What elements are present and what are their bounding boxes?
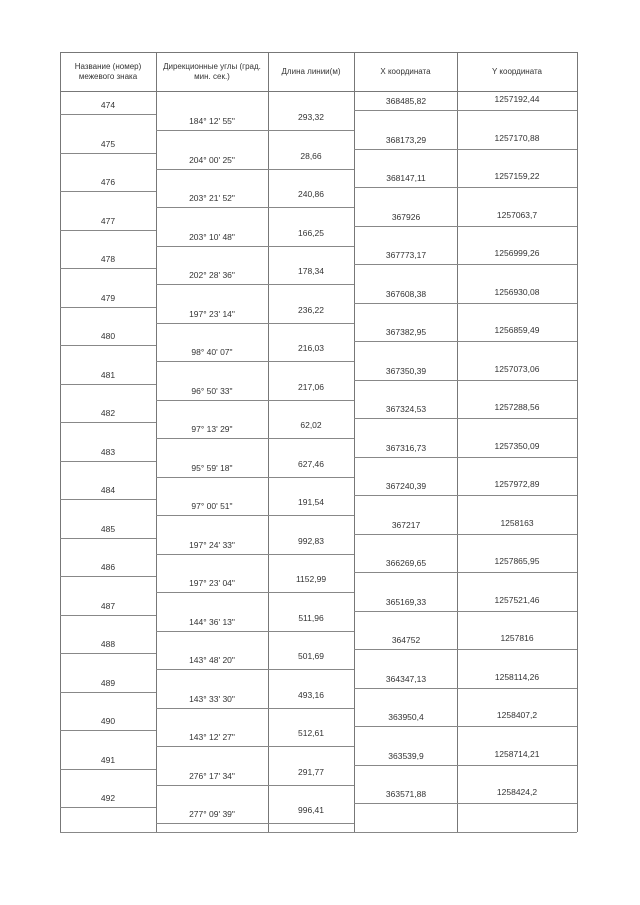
row-divider [156,477,354,478]
row-divider [354,649,577,650]
direction-angle: 95° 59' 18" [191,462,233,473]
point-name: 486 [100,562,116,572]
row-divider [156,361,354,362]
header-y: Y координата [491,67,543,76]
point-name: 490 [100,716,116,726]
row-divider [60,615,156,616]
row-divider [156,130,354,131]
line-length: 992,83 [298,535,324,546]
line-length: 1152,99 [295,574,327,584]
row-divider [60,538,156,539]
point-name: 492 [100,793,116,803]
x-coordinate: 363571,88 [385,789,427,799]
y-coordinate: 1257063,7 [496,209,538,220]
x-coordinate: 367316,73 [385,442,427,453]
coordinate-table [60,52,577,852]
point-name: 491 [100,754,116,765]
x-coordinate: 368173,29 [385,134,427,145]
direction-angle: 143° 33' 30" [189,693,235,704]
row-divider [354,149,577,150]
row-divider [60,191,156,192]
row-divider [156,207,354,208]
row-divider [156,438,354,439]
row-divider [156,400,354,401]
direction-angle: 98° 40' 07" [191,347,233,357]
header-length: Длина линии(м) [281,67,341,76]
table-bottom [60,832,577,833]
y-coordinate: 1257350,09 [494,440,540,451]
row-divider [354,418,577,419]
point-name: 484 [100,485,116,495]
direction-angle: 144° 36' 13" [189,616,235,627]
column-divider [577,52,578,832]
row-divider [156,592,354,593]
x-coordinate: 365169,33 [385,596,427,607]
point-name: 479 [100,292,116,303]
row-divider [156,631,354,632]
row-divider [60,730,156,731]
y-coordinate: 1258714,21 [494,748,540,759]
line-length: 178,34 [298,266,324,276]
line-length: 217,06 [298,381,324,392]
y-coordinate: 1258407,2 [496,710,538,720]
y-coordinate: 1258163 [500,517,534,528]
row-divider [354,534,577,535]
line-length: 28,66 [300,150,322,161]
direction-angle: 202° 28' 36" [189,270,235,280]
y-coordinate: 1257816 [500,633,534,643]
header-angle: Дирекционные углы (град. мин. сек.) [163,62,261,81]
row-divider [354,726,577,727]
line-length: 166,25 [298,227,324,238]
y-coordinate: 1257521,46 [494,594,540,605]
point-name: 475 [100,138,116,149]
row-divider [156,669,354,670]
x-coordinate: 368485,82 [385,96,427,106]
row-divider [60,345,156,346]
point-name: 485 [100,523,116,534]
column-divider [60,52,61,832]
y-coordinate: 1256859,49 [494,325,540,335]
x-coordinate: 367926 [391,211,421,222]
y-coordinate: 1257288,56 [494,402,540,412]
direction-angle: 203° 21' 52" [189,193,235,203]
row-divider [156,746,354,747]
header-x: X координата [380,67,431,76]
x-coordinate: 367240,39 [385,481,427,491]
row-divider [60,499,156,500]
point-name: 478 [100,254,116,264]
point-name: 487 [100,600,116,611]
row-divider [354,765,577,766]
point-name: 477 [100,215,116,226]
row-divider [60,576,156,577]
row-divider [354,803,577,804]
direction-angle: 203° 10' 48" [189,231,235,242]
direction-angle: 204° 00' 25" [189,154,235,165]
x-coordinate: 367608,38 [385,288,427,299]
row-divider [60,807,156,808]
point-name: 482 [100,408,116,418]
point-name: 489 [100,677,116,688]
row-divider [60,307,156,308]
row-divider [60,769,156,770]
y-coordinate: 1258424,2 [496,787,538,797]
y-coordinate: 1257170,88 [494,132,540,143]
line-length: 291,77 [298,766,324,777]
x-coordinate: 367773,17 [385,250,427,260]
direction-angle: 184° 12' 55" [189,116,235,126]
header-name: Название (номер) межевого знака [74,62,142,81]
row-divider [60,114,156,115]
direction-angle: 97° 13' 29" [191,424,233,434]
direction-angle: 197° 23' 04" [189,578,235,588]
row-divider [60,384,156,385]
line-length: 627,46 [298,458,324,469]
point-name: 483 [100,446,116,457]
y-coordinate: 1257073,06 [494,363,540,374]
direction-angle: 143° 48' 20" [189,655,235,665]
row-divider [354,341,577,342]
row-divider [60,268,156,269]
line-length: 240,86 [298,189,324,199]
x-coordinate: 368147,11 [386,173,426,183]
direction-angle: 143° 12' 27" [189,732,235,742]
row-divider [156,515,354,516]
direction-angle: 276° 17' 34" [189,770,235,781]
row-divider [156,708,354,709]
y-coordinate: 1257159,22 [494,171,540,181]
point-name: 481 [100,369,116,380]
point-name: 480 [100,331,116,341]
line-length: 62,02 [300,420,322,430]
column-divider [457,52,458,832]
x-coordinate: 363950,4 [388,712,424,722]
direction-angle: 97° 00' 51" [191,501,233,511]
row-divider [156,284,354,285]
line-length: 512,61 [298,728,324,738]
row-divider [354,380,577,381]
row-divider [354,303,577,304]
point-name: 476 [100,177,116,187]
point-name: 488 [100,639,116,649]
row-divider [354,187,577,188]
y-coordinate: 1257865,95 [494,556,540,566]
line-length: 191,54 [298,497,324,507]
row-divider [60,153,156,154]
row-divider [60,461,156,462]
point-name: 474 [100,100,116,110]
y-coordinate: 1256930,08 [494,286,540,297]
y-coordinate: 1257972,89 [494,479,540,489]
y-coordinate: 1256999,26 [494,248,540,258]
line-length: 511,96 [298,612,324,623]
column-divider [354,52,355,832]
row-divider [60,422,156,423]
x-coordinate: 367217 [391,519,421,530]
line-length: 996,41 [298,805,324,815]
table-header [60,52,577,92]
row-divider [156,785,354,786]
row-divider [354,226,577,227]
line-length: 216,03 [298,343,324,353]
row-divider [156,323,354,324]
line-length: 293,32 [298,112,324,122]
x-coordinate: 363539,9 [388,750,424,761]
row-divider [354,495,577,496]
row-divider [354,264,577,265]
row-divider [60,692,156,693]
direction-angle: 197° 23' 14" [189,308,235,319]
direction-angle: 197° 24' 33" [189,539,235,550]
row-divider [156,823,354,824]
line-length: 493,16 [298,689,324,700]
row-divider [156,246,354,247]
y-coordinate: 1257192,44 [494,94,540,104]
x-coordinate: 364752 [391,635,421,645]
x-coordinate: 364347,13 [385,673,427,684]
direction-angle: 277° 09' 39" [189,809,235,819]
row-divider [354,611,577,612]
row-divider [354,110,577,111]
line-length: 236,22 [298,304,324,315]
row-divider [354,688,577,689]
row-divider [156,554,354,555]
row-divider [354,572,577,573]
row-divider [60,653,156,654]
row-divider [60,230,156,231]
line-length: 501,69 [298,651,324,661]
row-divider [354,457,577,458]
x-coordinate: 367382,95 [385,327,427,337]
x-coordinate: 366269,65 [385,558,427,568]
direction-angle: 96° 50' 33" [191,385,233,396]
x-coordinate: 367324,53 [385,404,427,414]
y-coordinate: 1258114,26 [494,671,540,682]
row-divider [156,169,354,170]
x-coordinate: 367350,39 [385,365,427,376]
